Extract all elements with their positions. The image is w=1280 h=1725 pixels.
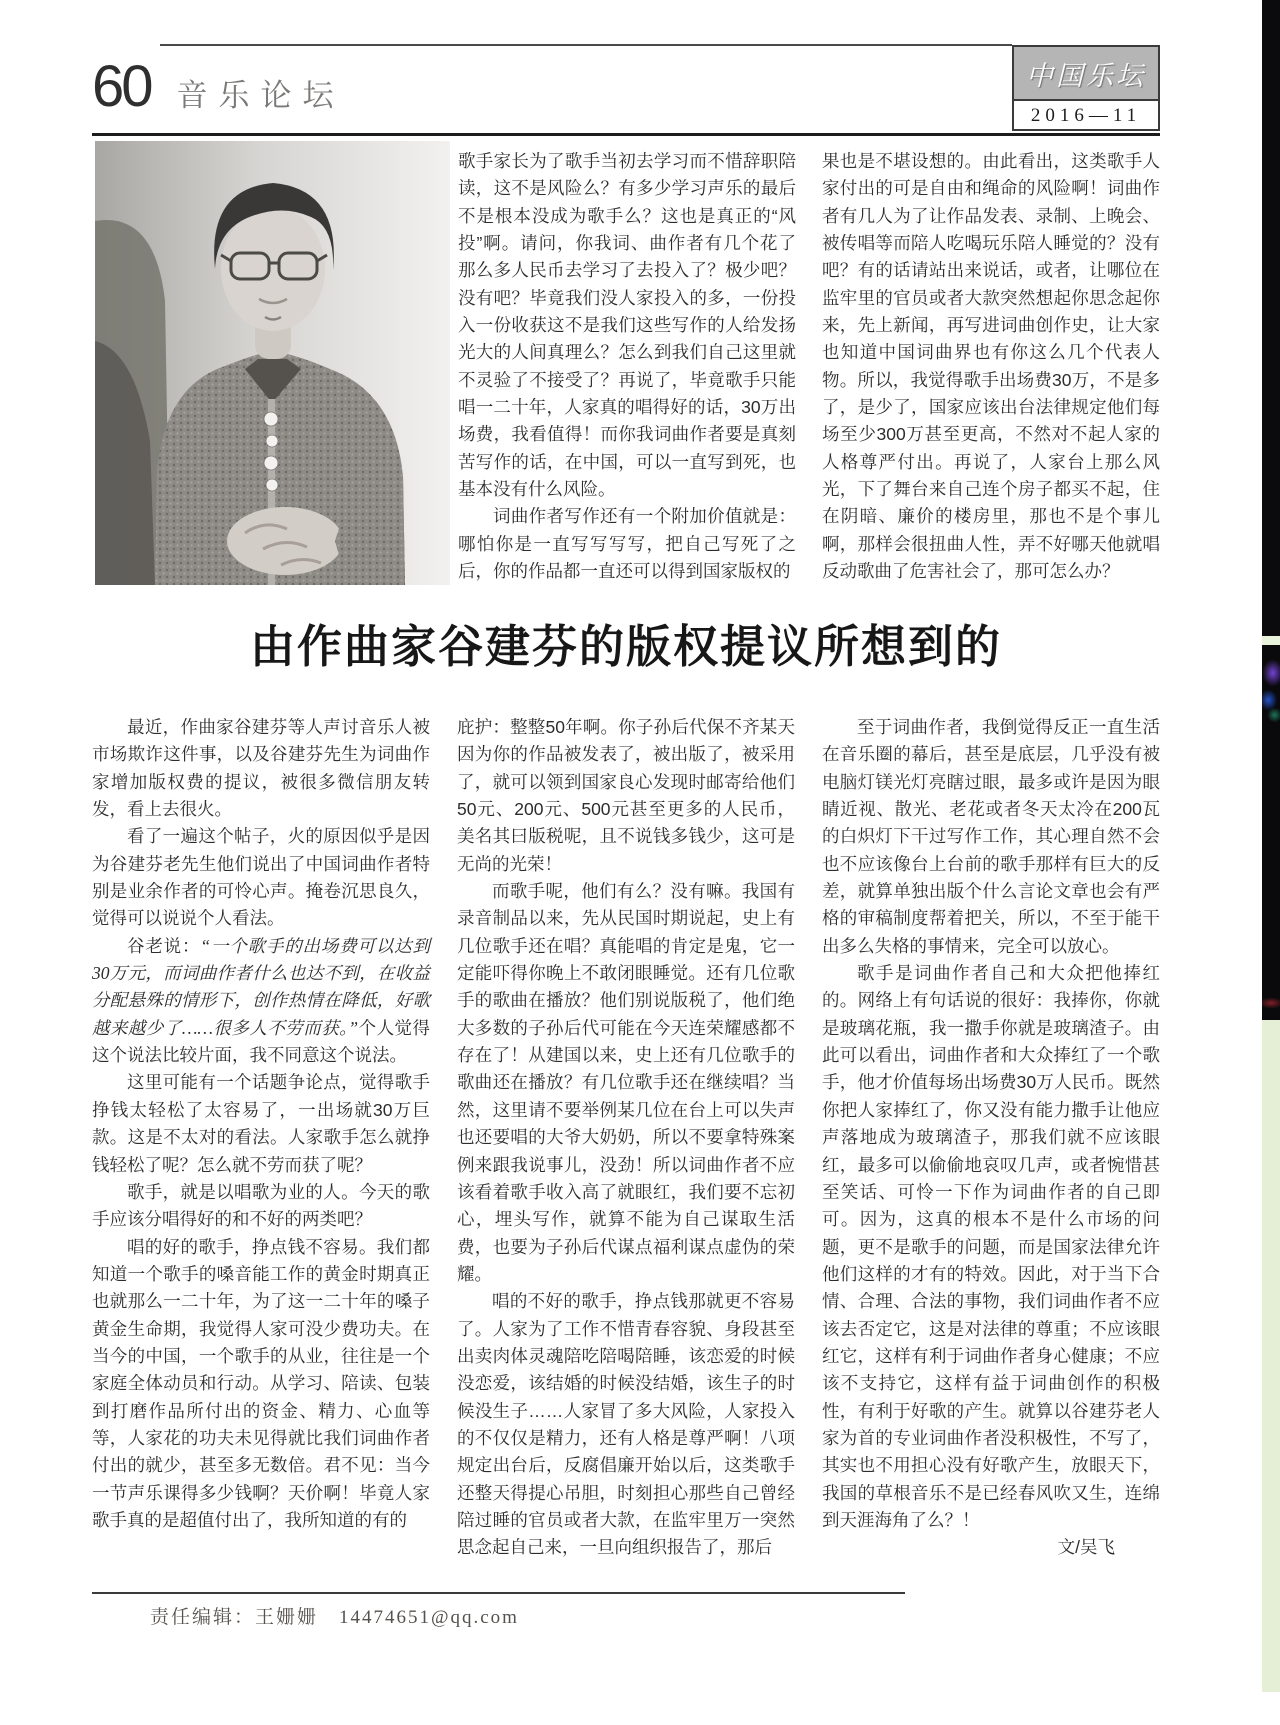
quote-lead: 谷老说： — [127, 935, 201, 956]
article-title: 由作曲家谷建芬的版权提议所想到的 — [249, 622, 1002, 672]
author-byline: 文/吴飞 — [1057, 1537, 1115, 1558]
adjacent-page-edge-bottom — [1262, 1020, 1280, 1692]
quote-tail: 个人觉得这个说法比较片面，我不同意这个说法。 — [92, 1017, 431, 1066]
paragraph: 歌手家长为了歌手当初去学习而不惜辞职陪读，这不是风险么？有多少学习声乐的最后不是根本没成为歌手么？这也是真正的“风投”啊。请问，你我词、曲作者有几个花了那么多人民币去学习了去投入了？极少吧？没有吧？毕竟我们没人家投入的多，一份投入一份收获这不是我们这些写作的人给发扬光大的人间真理么？怎么到我们自己这里就不灵验了不接受了？再说了，毕竟歌手只能唱一二十年，人家真的唱得好的话，30万出场费，我看值得！而你我词曲作者要是真刻苦写作的话，在中国，可以一直写到死，也基本没有什么风险。 — [458, 151, 796, 500]
issue-number: 2016—11 — [1030, 105, 1142, 126]
page-header — [92, 54, 345, 119]
adjacent-page-edge-gap — [1262, 636, 1280, 645]
paragraph: 最近，作曲家谷建芬等人声讨音乐人被市场欺诈这件事，以及谷建芬先生为词曲作家增加版权费的提议，被很多微信朋友转发，看上去很火。 — [92, 717, 430, 820]
paragraph: 果也是不堪设想的。由此看出，这类歌手人家付出的可是自由和绳命的风险啊！词曲作者有几人为了让作品发表、录制、上晚会、被传唱等而陪人吃喝玩乐陪人睡觉的？没有吧？有的话请站出来说话，或者，让哪位在监牢里的官员或者大款突然想起你思念起你来，先上新闻，再写进词曲创作史，让大家也知道中国词曲界也有你这么几个代表人物。所以，我觉得歌手出场费30万，不是多了，是少了，国家应该出台法律规定他们每场至少300万甚至更高，不然对不起人家的人格尊严付出。再说了，人家台上那么风光，下了舞台来自己连个房子都买不起，住在阴暗、廉价的楼房里，那也不是个事儿啊，那样会很扭曲人性，弄不好哪天他就唱反动歌曲了危害社会了，那可怎么办？ — [822, 151, 1160, 582]
adjacent-page-edge-photo — [1262, 645, 1280, 1020]
paragraph: 庇护：整整50年啊。你子孙后代保不齐某天因为你的作品被发表了，被出版了，被采用了，就可以领到国家良心发现时邮寄给他们50元、200元、500元甚至更多的人民币，美名其曰版税呢，且不说钱多钱少，这可是无尚的光荣！ — [457, 717, 795, 874]
section-title: 音乐论坛 — [176, 78, 345, 113]
gu-jianfen-quote: “一个歌手的出场费可以达到30万元，而词曲作者什么也达不到，在收益分配悬殊的情形下，创作热情在降低，好歌越来越少了……很多人不劳而获。” — [92, 935, 431, 1038]
composer-portrait-photo — [95, 141, 450, 585]
portrait-photo-graphic — [95, 141, 450, 585]
magazine-name: 中国乐坛 — [1026, 60, 1146, 92]
paragraph: 至于词曲作者，我倒觉得反正一直生活在音乐圈的幕后，甚至是底层，几乎没有被电脑灯镁光灯亮瞎过眼，最多或许是因为眼睛近视、散光、老花或者冬天太冷在200瓦的白炽灯下干过写作工作，其心理自然不会也不应该像台上台前的歌手那样有巨大的反差，就算单独出版个什么言论文章也会有严格的审稿制度帮着把关，所以，不至于能干出多么失格的事情来，完全可以放心。 — [822, 717, 1160, 956]
body-column-1 — [92, 714, 430, 1534]
paragraph: 看了一遍这个帖子，火的原因似乎是因为谷建芬老先生他们说出了中国词曲作者特别是业余作者的可怜心声。掩卷沉思良久，觉得可以说说个人看法。 — [92, 826, 430, 929]
masthead-logo-box — [1012, 45, 1160, 131]
intro-column-right — [822, 148, 1160, 588]
paragraph: 歌手是词曲作者自己和大众把他捧红的。网络上有句话说的很好：我捧你，你就是玻璃花瓶，我一撒手你就是玻璃渣子。由此可以看出，词曲作者和大众捧红了一个歌手，他才价值每场出场费30万人民币。既然你把人家捧红了，你又没有能力撒手让他应声落地成为玻璃渣子，那我们就不应该眼红，最多可以偷偷地哀叹几声，或者惋惜甚至笑话、可怜一下作为词曲作者的自己即可。因为，这真的根本不是什么市场的问题，更不是歌手的问题，而是国家法律允许他们这样的才有的特效。因此，对于当下合情、合理、合法的事物，我们词曲作者不应该去否定它，这是对法律的尊重；不应该眼红它，这样有利于词曲作者身心健康；不应该不支持它，这样有益于词曲创作的积极性，有利于好歌的产生。就算以谷建芬老人家为首的专业词曲作者没积极性，不写了，其实也不用担心没有好歌产生，放眼天下，我国的草根音乐不是已经春风吹又生，连绵到天涯海角了么？！ — [822, 963, 1160, 1530]
paragraph: 歌手，就是以唱歌为业的人。今天的歌手应该分唱得好的和不好的两类吧？ — [92, 1181, 430, 1230]
intro-column-left — [458, 148, 796, 588]
paragraph: 而歌手呢，他们有么？没有嘛。我国有录音制品以来，先从民国时期说起，史上有几位歌手还在唱？真能唱的肯定是鬼，它一定能吓得你晚上不敢闭眼睡觉。还有几位歌手的歌曲在播放？他们别说版税了，他们绝大多数的子孙后代可能在今天连荣耀感都不存在了！从建国以来，史上还有几位歌手的歌曲还在播放？有几位歌手还在继续唱？当然，这里请不要举例某几位在台上可以失声也还要唱的大爷大奶奶，所以不要拿特殊案例来跟我说事儿，没劲！所以词曲作者不应该看着歌手收入高了就眼红，我们要不忘初心，埋头写作，就算不能为自己谋取生活费，也要为子孙后代谋点福利谋点虚伪的荣耀。 — [457, 881, 795, 1284]
body-column-3 — [822, 714, 1160, 1562]
paragraph: 词曲作者写作还有一个附加价值就是：哪怕你是一直写写写写，把自己写死了之后，你的作品都一直还可以得到国家版权的 — [458, 506, 796, 582]
paragraph-with-quote — [92, 933, 430, 1070]
header-bottom-rule — [92, 133, 1160, 136]
paragraph: 唱的好的歌手，挣点钱不容易。我们都知道一个歌手的嗓音能工作的黄金时期真正也就那么一二十年，为了这一二十年的嗓子黄金生命期，我觉得人家可没少费功夫。在当今的中国，一个歌手的从业，往往是一个家庭全体动员和行动。从学习、陪读、包装到打磨作品所付出的资金、精力、心血等等，人家花的功夫未见得就比我们词曲作者付出的就少，甚至多无数倍。君不见：当今一节声乐课得多少钱啊？天价啊！毕竟人家歌手真的是超值付出了，我所知道的有的 — [92, 1236, 430, 1530]
header-top-rule — [160, 44, 1012, 46]
page-number: 60 — [92, 54, 151, 119]
editor-credit: 责任编辑：王姗姗 14474651@qq.com — [150, 1607, 519, 1628]
body-column-2 — [457, 714, 795, 1562]
adjacent-page-edge-top — [1262, 0, 1280, 636]
footer-rule — [92, 1592, 905, 1594]
paragraph: 这里可能有一个话题争论点，觉得歌手挣钱太轻松了太容易了，一出场就30万巨款。这是不太对的看法。人家歌手怎么就挣钱轻松了呢？怎么就不劳而获了呢？ — [92, 1072, 430, 1175]
paragraph: 唱的不好的歌手，挣点钱那就更不容易了。人家为了工作不惜青春容貌、身段甚至出卖肉体灵魂陪吃陪喝陪睡，该恋爱的时候没恋爱，该结婚的时候没结婚，该生子的时候没生子……人家冒了多大风险，人家投入的不仅仅是精力，还有人格是尊严啊！八项规定出台后，反腐倡廉开始以后，这类歌手还整天得提心吊胆，时刻担心那些自己曾经陪过睡的官员或者大款，在监牢里万一突然思念起自己来，一旦向组织报告了，那后 — [457, 1291, 795, 1558]
masthead-logo — [1014, 47, 1158, 101]
